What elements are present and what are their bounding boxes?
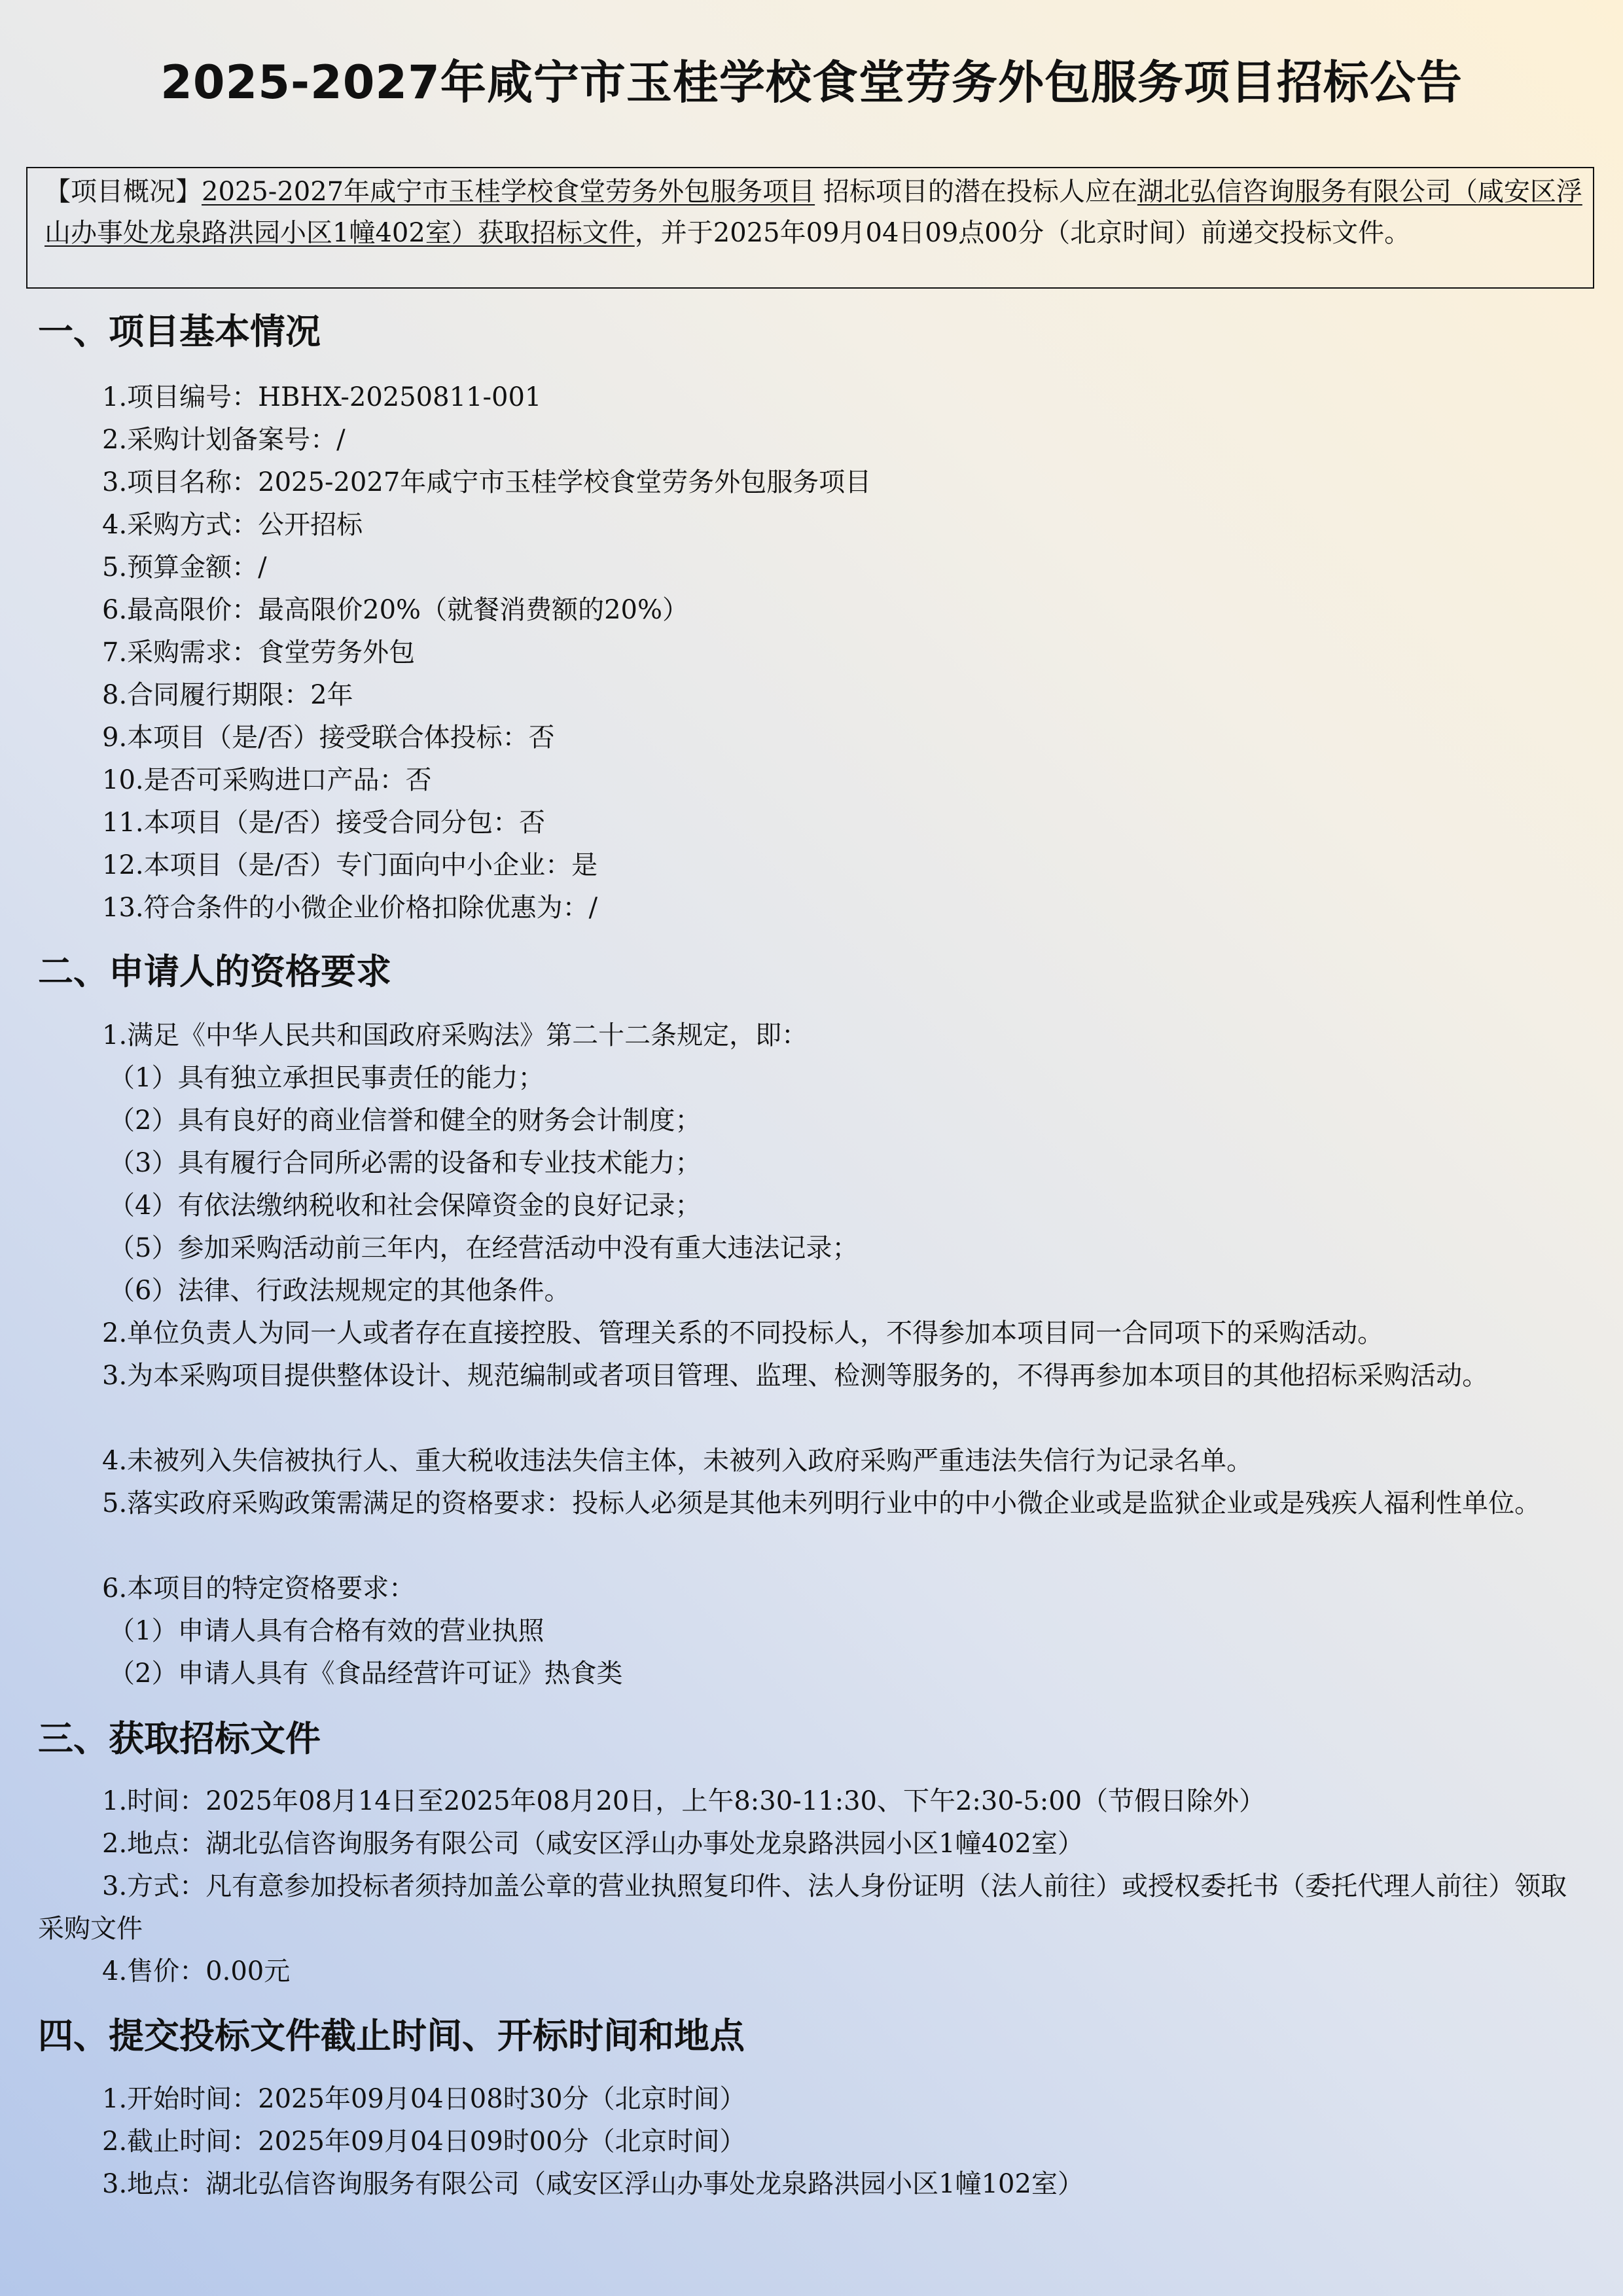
list-item: （5）参加采购活动前三年内，在经营活动中没有重大违法记录； [109,1233,859,1263]
list-item: （2）申请人具有《食品经营许可证》热食类 [109,1659,623,1689]
list-item: 4.未被列入失信被执行人、重大税收违法失信主体，未被列入政府采购严重违法失信行为记录名单。 [102,1446,1253,1476]
list-item: 13.符合条件的小微企业价格扣除优惠为：/ [102,893,598,923]
section-2-heading: 二、申请人的资格要求 [38,951,391,992]
list-item: 7.采购需求：食堂劳务外包 [102,637,416,668]
list-item: （3）具有履行合同所必需的设备和专业技术能力； [109,1148,702,1178]
list-item: 2.单位负责人为同一人或者存在直接控股、管理关系的不同投标人，不得参加本项目同一合同项下的采购活动。 [102,1318,1384,1348]
overview-text-1: 招标项目的潜在投标人应在 [815,177,1137,207]
list-item: 1.满足《中华人民共和国政府采购法》第二十二条规定，即： [102,1020,808,1050]
overview-text-2: ，并于2025年09月04日09点00分（北京时间）前递交投标文件。 [634,218,1411,248]
list-item: 6.最高限价：最高限价20%（就餐消费额的20%） [102,595,688,625]
overview-label: 【项目概况】 [45,177,202,207]
list-item: 2.地点：湖北弘信咨询服务有限公司（咸安区浮山办事处龙泉路洪园小区1幢402室） [102,1829,1084,1859]
list-item: 3.方式：凡有意参加投标者须持加盖公章的营业执照复印件、法人身份证明（法人前往）或授权委托书（委托代理人前往）领取采购文件 [38,1871,1567,1944]
overview-location: 湖北弘信咨询服务有限公司（咸安区浮山办事处龙泉路洪园小区1幢402室）获取招标文件 [45,177,1582,248]
list-item: 3.地点：湖北弘信咨询服务有限公司（咸安区浮山办事处龙泉路洪园小区1幢102室） [102,2169,1084,2199]
list-item: 6.本项目的特定资格要求： [102,1573,416,1604]
list-item: 10.是否可采购进口产品：否 [102,765,432,795]
list-item: 3.为本采购项目提供整体设计、规范编制或者项目管理、监理、检测等服务的，不得再参加本项目的其他招标采购活动。 [102,1361,1489,1391]
list-item: 4.售价：0.00元 [102,1956,291,1986]
list-item: （6）法律、行政法规规定的其他条件。 [109,1276,571,1306]
section-3-heading: 三、获取招标文件 [38,1718,321,1759]
list-item: （4）有依法缴纳税收和社会保障资金的良好记录； [109,1191,702,1221]
list-item: 1.时间：2025年08月14日至2025年08月20日，上午8:30-11:30、下午2:30-5:00（节假日除外） [102,1786,1266,1816]
list-item: （1）具有独立承担民事责任的能力； [109,1063,544,1093]
list-item: 8.合同履行期限：2年 [102,680,353,710]
list-item: 9.本项目（是/否）接受联合体投标：否 [102,723,555,753]
list-item: （2）具有良好的商业信誉和健全的财务会计制度； [109,1105,702,1136]
section-4-heading: 四、提交投标文件截止时间、开标时间和地点 [38,2015,745,2056]
list-item: 12.本项目（是/否）专门面向中小企业：是 [102,850,598,880]
overview-project-name: 2025-2027年咸宁市玉桂学校食堂劳务外包服务项目 [202,177,815,207]
list-item: 3.项目名称：2025-2027年咸宁市玉桂学校食堂劳务外包服务项目 [102,467,872,497]
page-title: 2025-2027年咸宁市玉桂学校食堂劳务外包服务项目招标公告 [160,56,1463,109]
list-item: 4.采购方式：公开招标 [102,510,363,540]
list-item: 11.本项目（是/否）接受合同分包：否 [102,808,546,838]
list-item: 5.落实政府采购政策需满足的资格要求：投标人必须是其他未列明行业中的中小微企业或是监狱企业或是残疾人福利性单位。 [102,1488,1541,1518]
project-overview-box [26,167,1594,289]
list-item: 1.项目编号：HBHX-20250811-001 [102,382,542,412]
list-item: 1.开始时间：2025年09月04日08时30分（北京时间） [102,2084,746,2114]
list-item: 5.预算金额：/ [102,552,267,583]
list-item: 2.采购计划备案号：/ [102,425,346,455]
list-item: 2.截止时间：2025年09月04日09时00分（北京时间） [102,2126,746,2157]
section-1-heading: 一、项目基本情况 [38,311,321,352]
list-item: （1）申请人具有合格有效的营业执照 [109,1616,544,1646]
